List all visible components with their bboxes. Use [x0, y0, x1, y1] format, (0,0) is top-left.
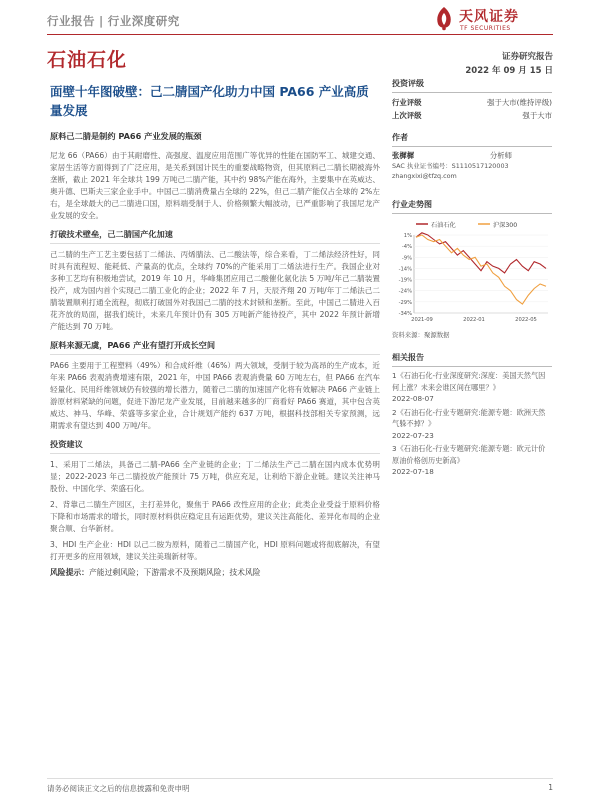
y-tick-label: -24%	[398, 288, 412, 295]
sac-number: SAC 执业证书编号：S1110517120003	[392, 162, 509, 170]
report-date: 2022 年 09 月 15 日	[465, 66, 553, 76]
y-tick-label: 1%	[403, 233, 412, 239]
y-tick-label: -29%	[398, 299, 412, 306]
trend-chart-heading: 行业走势图	[392, 199, 552, 214]
related-report-item[interactable]	[392, 370, 552, 405]
risk-text: 产能过剩风险；下游需求不及预期风险；技术风险	[88, 568, 261, 577]
related-report-date: 2022-08-07	[392, 394, 434, 403]
report-category	[47, 13, 180, 29]
category-separator: |	[99, 14, 104, 28]
related-reports-heading: 相关报告	[392, 352, 552, 367]
section-heading: 投资建议	[50, 438, 380, 454]
previous-rating-label: 上次评级	[392, 111, 422, 120]
industry-rating-value: 强于大市(维持评级)	[487, 98, 552, 107]
subcategory-label: 行业深度研究	[107, 14, 180, 28]
y-tick-label: -9%	[401, 255, 412, 262]
related-report-date: 2022-07-18	[392, 467, 434, 476]
logo-text-en: TF SECURITIES	[460, 25, 511, 32]
advice-item-3: 3、HDI 生产企业：HDI 以己二胺为原料，随着己二腈国产化，HDI 原料问题或将彻底解决，有望打开更多的应用领域，建议关注美瑞新材等。	[50, 540, 380, 561]
section-paragraph: 尼龙 66（PA66）由于其耐磨性、高强度、温度应用范围广等优异的性能在国防军工、城建交通、家居生活等方面得到了广泛应用，是关系到国计民生的重要战略物资，但其原料己二腈长期被海外垄断，截止 2021 年全球共 199 万吨己二腈产能，其中约 98%产能在海外，主要集中在英威达、奥升德、巴斯夫三家企业手中。中国己二腈消费量占全球的 22%，但己二腈产能仅占全球的 2%左右，是全球最大的己二腈进口国，原料端受制于人、价格频繁大幅波动，已严重影响了我国尼龙产业发展的安全。	[50, 151, 380, 220]
related-report-item[interactable]	[392, 407, 552, 442]
x-tick-label: 2022-01	[463, 317, 485, 323]
industry-name: 石油石化	[47, 49, 128, 71]
sidebar	[392, 78, 552, 480]
advice-item-2: 2、背靠己二腈生产园区，主打差异化，聚焦于 PA66 改性应用的企业；此类企业受益于原料价格下降和市场需求的增长，同时原材料供应稳定且有运距优势，建议关注高能化、差异化布局的企业聚合顺、台华新材。	[50, 500, 380, 533]
series-line	[416, 233, 546, 273]
industry-rating-row	[392, 96, 552, 109]
related-report-title[interactable]: 2《石油石化-行业专题研究:能源专题：欧洲天然气躲不掉？》	[392, 407, 546, 428]
report-title: 面壁十年图破壁：己二腈国产化助力中国 PA66 产业高质量发展	[50, 84, 369, 118]
x-tick-label: 2022-05	[515, 317, 537, 323]
related-reports-list	[392, 370, 552, 478]
section-tech-barrier	[50, 228, 380, 333]
y-tick-label: -4%	[401, 244, 412, 251]
footer-disclaimer: 请务必阅读正文之后的信息披露和免责申明	[47, 784, 190, 793]
chart-source: 资料来源：聚源数据	[392, 331, 450, 339]
risk-label: 风险提示：	[50, 568, 89, 577]
analyst-role: 分析师	[489, 151, 512, 160]
page-footer	[47, 778, 553, 794]
industry-trend-chart	[392, 217, 552, 327]
analyst-email[interactable]: zhangxixi@tfzq.com	[392, 172, 457, 180]
section-growth-space	[50, 339, 380, 432]
analyst-name: 张樨樨	[392, 151, 415, 160]
author-heading: 作者	[392, 132, 552, 147]
logo-text-cn: 天风证券	[459, 9, 519, 25]
logo-mark-icon	[432, 6, 456, 32]
rating-heading: 投资评级	[392, 78, 552, 93]
y-tick-label: -19%	[398, 277, 412, 284]
related-report-title[interactable]: 1《石油石化-行业深度研究:深度：美国天然气因何上涨？未来会谁区间在哪里？》	[392, 371, 546, 392]
section-paragraph: PA66 主要用于工程塑料（49%）和合成纤维（46%）两大领域，受制于较为高昂的生产成本，近年来 PA66 表观消费增速有限，2021 年，中国 PA66 表观消费量 60 万吨左右，但 PA66 在汽车轻量化、民用纤维领域仍有较强的增长潜力，随着己二腈的加速国产化将有效解决 PA66 产业链上游原材料紧缺的问题，促进下游尼龙产业发展，目前越来越多的厂商看好 PA66 赛道，其中包含英威达、神马、华峰、荣盛等多家企业，合计规划产能约 637 万吨，根据科技部相关专家预测，远期需求有望达到 400 万吨/年。	[50, 361, 380, 430]
category-label: 行业报告	[47, 14, 95, 28]
related-report-title[interactable]: 3《石油石化-行业专题研究:能源专题：欧元计价原油价格创历史新高》	[392, 444, 546, 465]
previous-rating-row	[392, 109, 552, 122]
page-number: 1	[548, 783, 553, 792]
industry-rating-label: 行业评级	[392, 98, 422, 107]
section-heading: 原料来源无虞，PA66 产业有望打开成长空间	[50, 339, 380, 355]
trend-chart-svg	[392, 217, 552, 327]
advice-item-1: 1、采用丁二烯法，具备己二腈-PA66 全产业链的企业；丁二烯法生产己二腈在国内成本优势明显；2022-2023 年己二腈投放产能预计 75 万吨，供应充足，让利给下游企业链。建议关注神马股份、中国化学、荣盛石化。	[50, 460, 380, 493]
y-tick-label: -34%	[398, 311, 412, 317]
legend-label: 石油石化	[431, 222, 456, 229]
section-heading: 原料己二腈是制约 PA66 产业发展的瓶颈	[50, 131, 202, 141]
tf-securities-logo	[432, 6, 552, 36]
report-body	[50, 130, 380, 579]
related-report-date: 2022-07-23	[392, 430, 434, 440]
legend-label: 沪深300	[493, 222, 518, 229]
section-heading: 打破技术壁垒，己二腈国产化加速	[50, 228, 380, 244]
report-type: 证券研究报告	[501, 52, 553, 62]
header-divider	[47, 34, 553, 35]
previous-rating-value: 强于大市	[522, 111, 552, 120]
analyst-row	[392, 150, 552, 161]
x-tick-label: 2021-09	[411, 317, 433, 323]
section-investment-advice	[50, 438, 380, 563]
risk-warning	[50, 567, 380, 579]
related-report-item[interactable]	[392, 443, 552, 478]
section-paragraph: 己二腈的生产工艺主要包括丁二烯法、丙烯腈法、己二酸法等，综合来看，丁二烯法经济性好，同时具有流程短、能耗低、产量高的优点，全球约 70%的产能采用丁二烯法进行生产。我国企业对多种工艺均有积极地尝试，2019 年 10 月，华峰集团应用己二酸催化氨化法 5 万吨/年己二腈装置投产，成为国内首个实现己二腈工业化的企业；2022 年 7 月，天辰齐翔 20 万吨/年丁二烯法己二腈装置顺利打通全流程，彻底打破国外对我国己二腈的技术封锁和垄断。至此，中国己二腈进入百花齐放的局面，据我们统计，未来几年预计仍有 305 万吨新产能待投产，其中 2022 年预计新增产能达到 70 万吨。	[50, 250, 380, 331]
y-tick-label: -14%	[398, 266, 412, 273]
section-bottleneck	[50, 130, 380, 222]
